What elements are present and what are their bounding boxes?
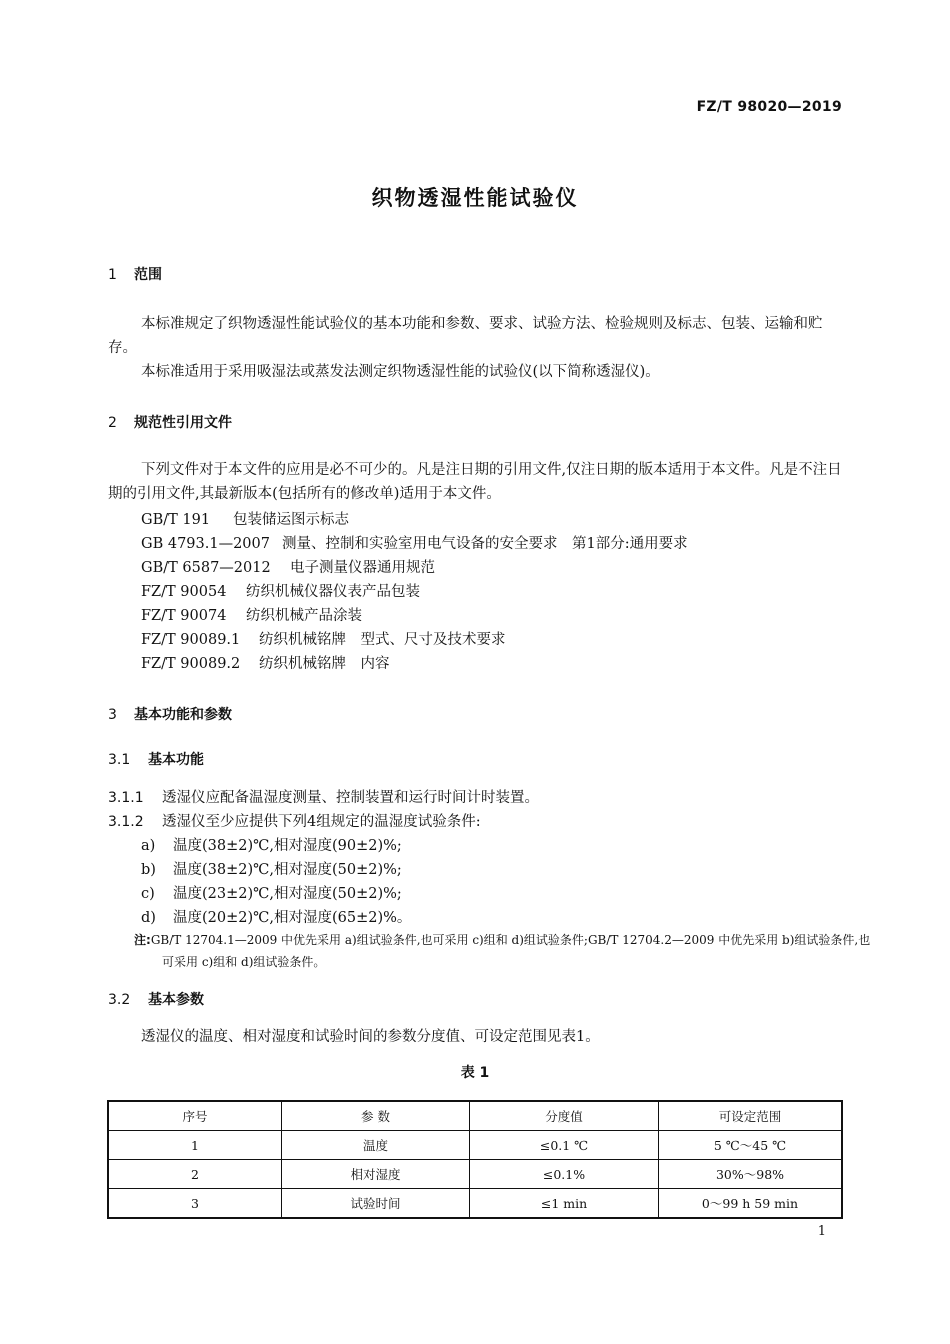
table-row — [108, 1131, 842, 1160]
table-row — [108, 1160, 842, 1189]
reference-item — [141, 508, 349, 529]
list-text: 温度(38±2)℃,相对湿度(90±2)%; — [173, 838, 402, 854]
list-item — [141, 834, 402, 855]
subsection-3-2-paragraph: 透湿仪的温度、相对湿度和试验时间的参数分度值、可设定范围见表1。 — [141, 1029, 600, 1045]
clause-number: 3.1.1 — [108, 790, 144, 806]
list-item — [141, 882, 402, 903]
section-number: 1 — [108, 267, 117, 283]
reference-item — [141, 652, 390, 673]
table-row — [108, 1189, 842, 1219]
reference-code: FZ/T 90089.2 — [141, 656, 241, 672]
list-marker: a) — [141, 838, 156, 854]
subsection-number: 3.2 — [108, 992, 131, 1008]
table-header-row — [108, 1101, 842, 1131]
table-header-cell: 序号 — [108, 1101, 282, 1131]
reference-item — [141, 604, 362, 625]
reference-item — [141, 556, 435, 577]
subsection-title: 基本参数 — [148, 992, 204, 1008]
table-cell: 2 — [108, 1160, 282, 1189]
section-title: 范围 — [134, 267, 162, 283]
reference-code: GB/T 191 — [141, 512, 211, 528]
list-text: 温度(20±2)℃,相对湿度(65±2)%。 — [173, 910, 412, 926]
list-item — [141, 858, 402, 879]
section-2-paragraph: 下列文件对于本文件的应用是必不可少的。凡是注日期的引用文件,仅注日期的版本适用于本文件。凡是不注日期的引用文件,其最新版本(包括所有的修改单)适用于本文件。 — [108, 462, 842, 502]
table-cell: 3 — [108, 1189, 282, 1219]
clause-number: 3.1.2 — [108, 814, 144, 830]
table-cell: 0～99 h 59 min — [659, 1189, 843, 1219]
table-header-cell: 分度值 — [470, 1101, 659, 1131]
section-title: 基本功能和参数 — [134, 707, 232, 723]
list-marker: d) — [141, 910, 156, 926]
table-cell: 相对湿度 — [282, 1160, 470, 1189]
clause-text: 透湿仪至少应提供下列4组规定的温湿度试验条件: — [162, 814, 481, 830]
note-label: 注: — [134, 933, 151, 947]
section-number: 2 — [108, 415, 117, 431]
section-1-paragraph-2: 本标准适用于采用吸湿法或蒸发法测定织物透湿性能的试验仪(以下简称透湿仪)。 — [141, 364, 660, 380]
reference-code: FZ/T 90074 — [141, 608, 227, 624]
subsection-3-1-heading — [108, 749, 204, 769]
reference-code: GB/T 6587—2012 — [141, 560, 271, 576]
section-3-heading — [108, 704, 232, 724]
section-title: 规范性引用文件 — [134, 415, 232, 431]
table-caption: 表 1 — [460, 1065, 490, 1081]
reference-title: 测量、控制和实验室用电气设备的安全要求 第1部分:通用要求 — [282, 536, 688, 552]
note — [134, 929, 872, 973]
reference-code: GB 4793.1—2007 — [141, 536, 270, 552]
reference-title: 纺织机械仪器仪表产品包装 — [246, 584, 420, 600]
list-text: 温度(38±2)℃,相对湿度(50±2)%; — [173, 862, 402, 878]
subsection-title: 基本功能 — [148, 752, 204, 768]
reference-title: 纺织机械产品涂装 — [246, 608, 362, 624]
list-marker: b) — [141, 862, 156, 878]
table-header-cell: 可设定范围 — [659, 1101, 843, 1131]
list-marker: c) — [141, 886, 155, 902]
reference-item — [141, 628, 506, 649]
reference-title: 电子测量仪器通用规范 — [290, 560, 435, 576]
reference-title: 包装储运图示标志 — [233, 512, 349, 528]
list-item — [141, 906, 411, 927]
table-cell: ≤0.1 ℃ — [470, 1131, 659, 1160]
table-cell: ≤0.1% — [470, 1160, 659, 1189]
table-cell: 30%～98% — [659, 1160, 843, 1189]
table-cell: 试验时间 — [282, 1189, 470, 1219]
section-1-heading — [108, 264, 162, 284]
list-text: 温度(23±2)℃,相对湿度(50±2)%; — [173, 886, 402, 902]
page-number: 1 — [817, 1224, 826, 1239]
clause-3-1-1 — [108, 786, 539, 807]
table-cell: 5 ℃～45 ℃ — [659, 1131, 843, 1160]
reference-code: FZ/T 90054 — [141, 584, 227, 600]
subsection-3-2-heading — [108, 989, 204, 1009]
clause-text: 透湿仪应配备温湿度测量、控制装置和运行时间计时装置。 — [162, 790, 539, 806]
table-cell: 1 — [108, 1131, 282, 1160]
reference-title: 纺织机械铭牌 型式、尺寸及技术要求 — [259, 632, 506, 648]
parameter-table — [107, 1100, 843, 1219]
note-text: GB/T 12704.1—2009 中优先采用 a)组试验条件,也可采用 c)组和 d)组试验条件;GB/T 12704.2—2009 中优先采用 b)组试验条件,也可采用 c)组和 d)组试验条件。 — [150, 933, 871, 969]
table-cell: 温度 — [282, 1131, 470, 1160]
reference-item — [141, 580, 420, 601]
section-2-heading — [108, 412, 232, 432]
standard-code: FZ/T 98020—2019 — [696, 99, 842, 115]
document-title: 织物透湿性能试验仪 — [371, 186, 579, 210]
reference-item — [141, 532, 688, 553]
table-header-cell: 参 数 — [282, 1101, 470, 1131]
section-number: 3 — [108, 707, 117, 723]
table-cell: ≤1 min — [470, 1189, 659, 1219]
clause-3-1-2 — [108, 810, 481, 831]
reference-code: FZ/T 90089.1 — [141, 632, 241, 648]
reference-title: 纺织机械铭牌 内容 — [259, 656, 390, 672]
subsection-number: 3.1 — [108, 752, 131, 768]
section-1-paragraph-1: 本标准规定了织物透湿性能试验仪的基本功能和参数、要求、试验方法、检验规则及标志、包装、运输和贮存。 — [108, 316, 823, 356]
